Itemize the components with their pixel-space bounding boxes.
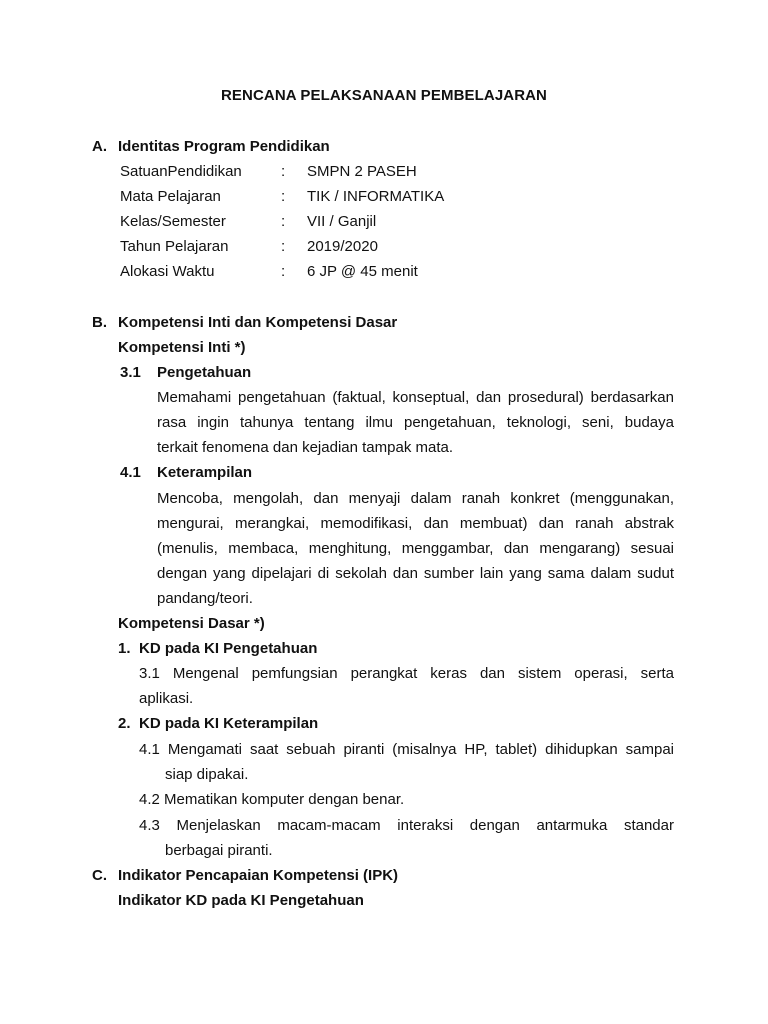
ki-paragraph-line: mengurai, merangkai, memodifikasi, dan membuat) dan ranah abstrak xyxy=(157,515,674,532)
ki-paragraph-line: dengan yang dipelajari di sekolah dan sumber lain yang sama dalam sudut xyxy=(157,565,674,582)
ki-paragraph-line: Memahami pengetahuan (faktual, konseptual, dan prosedural) berdasarkan xyxy=(157,389,674,406)
kd-heading: Kompetensi Dasar *) xyxy=(118,615,265,632)
kd-item-line: 4.3 Menjelaskan macam-macam interaksi dengan antarmuka standar xyxy=(139,817,674,834)
ki-item-heading: Pengetahuan xyxy=(157,364,252,381)
kd-item-line: 4.2 Mematikan komputer dengan benar. xyxy=(139,791,405,808)
section-c-subheading: Indikator KD pada KI Pengetahuan xyxy=(118,892,364,909)
ki-number: 3.1 xyxy=(120,364,141,381)
ki-paragraph-line: pandang/teori. xyxy=(157,590,253,607)
ki-number: 4.1 xyxy=(120,464,141,481)
identity-separator: : xyxy=(281,263,286,280)
identity-value: TIK / INFORMATIKA xyxy=(307,188,445,205)
ki-paragraph-line: (menulis, membaca, menghitung, menggambar, dan mengarang) sesuai xyxy=(157,540,674,557)
kd-item-line: 4.1 Mengamati saat sebuah piranti (misalnya HP, tablet) dihidupkan sampai xyxy=(139,741,674,758)
ki-paragraph-line: Mencoba, mengolah, dan menyaji dalam ranah konkret (menggunakan, xyxy=(157,490,674,507)
identity-separator: : xyxy=(281,163,286,180)
kd-item-line: berbagai piranti. xyxy=(165,842,273,859)
section-c-heading: Indikator Pencapaian Kompetensi (IPK) xyxy=(118,867,399,884)
identity-value: SMPN 2 PASEH xyxy=(307,163,417,180)
kd-group-number: 1. xyxy=(118,640,131,657)
section-b-heading: Kompetensi Inti dan Kompetensi Dasar xyxy=(118,314,398,331)
kd-item-line: aplikasi. xyxy=(139,690,194,707)
ki-paragraph-line: rasa ingin tahunya tentang ilmu pengetahuan, teknologi, seni, budaya xyxy=(157,414,674,431)
section-b-letter: B. xyxy=(92,314,107,331)
kd-group-heading: KD pada KI Keterampilan xyxy=(139,715,319,732)
kd-item-line: 3.1 Mengenal pemfungsian perangkat keras dan sistem operasi, serta xyxy=(139,665,674,682)
ki-heading: Kompetensi Inti *) xyxy=(118,339,246,356)
ki-paragraph-line: terkait fenomena dan kejadian tampak mata. xyxy=(157,439,454,456)
identity-separator: : xyxy=(281,213,286,230)
identity-separator: : xyxy=(281,238,286,255)
identity-value: VII / Ganjil xyxy=(307,213,377,230)
identity-label: SatuanPendidikan xyxy=(120,163,242,180)
section-c-letter: C. xyxy=(92,867,107,884)
identity-label: Mata Pelajaran xyxy=(120,188,221,205)
identity-value: 2019/2020 xyxy=(307,238,378,255)
kd-item-line: siap dipakai. xyxy=(165,766,249,783)
page-title: RENCANA PELAKSANAAN PEMBELAJARAN xyxy=(221,87,547,104)
section-a-letter: A. xyxy=(92,138,107,155)
kd-group-number: 2. xyxy=(118,715,131,732)
identity-label: Tahun Pelajaran xyxy=(120,238,229,255)
identity-label: Alokasi Waktu xyxy=(120,263,215,280)
kd-group-heading: KD pada KI Pengetahuan xyxy=(139,640,318,657)
section-a-heading: Identitas Program Pendidikan xyxy=(118,138,330,155)
identity-label: Kelas/Semester xyxy=(120,213,226,230)
identity-separator: : xyxy=(281,188,286,205)
identity-value: 6 JP @ 45 menit xyxy=(307,263,418,280)
ki-item-heading: Keterampilan xyxy=(157,464,253,481)
